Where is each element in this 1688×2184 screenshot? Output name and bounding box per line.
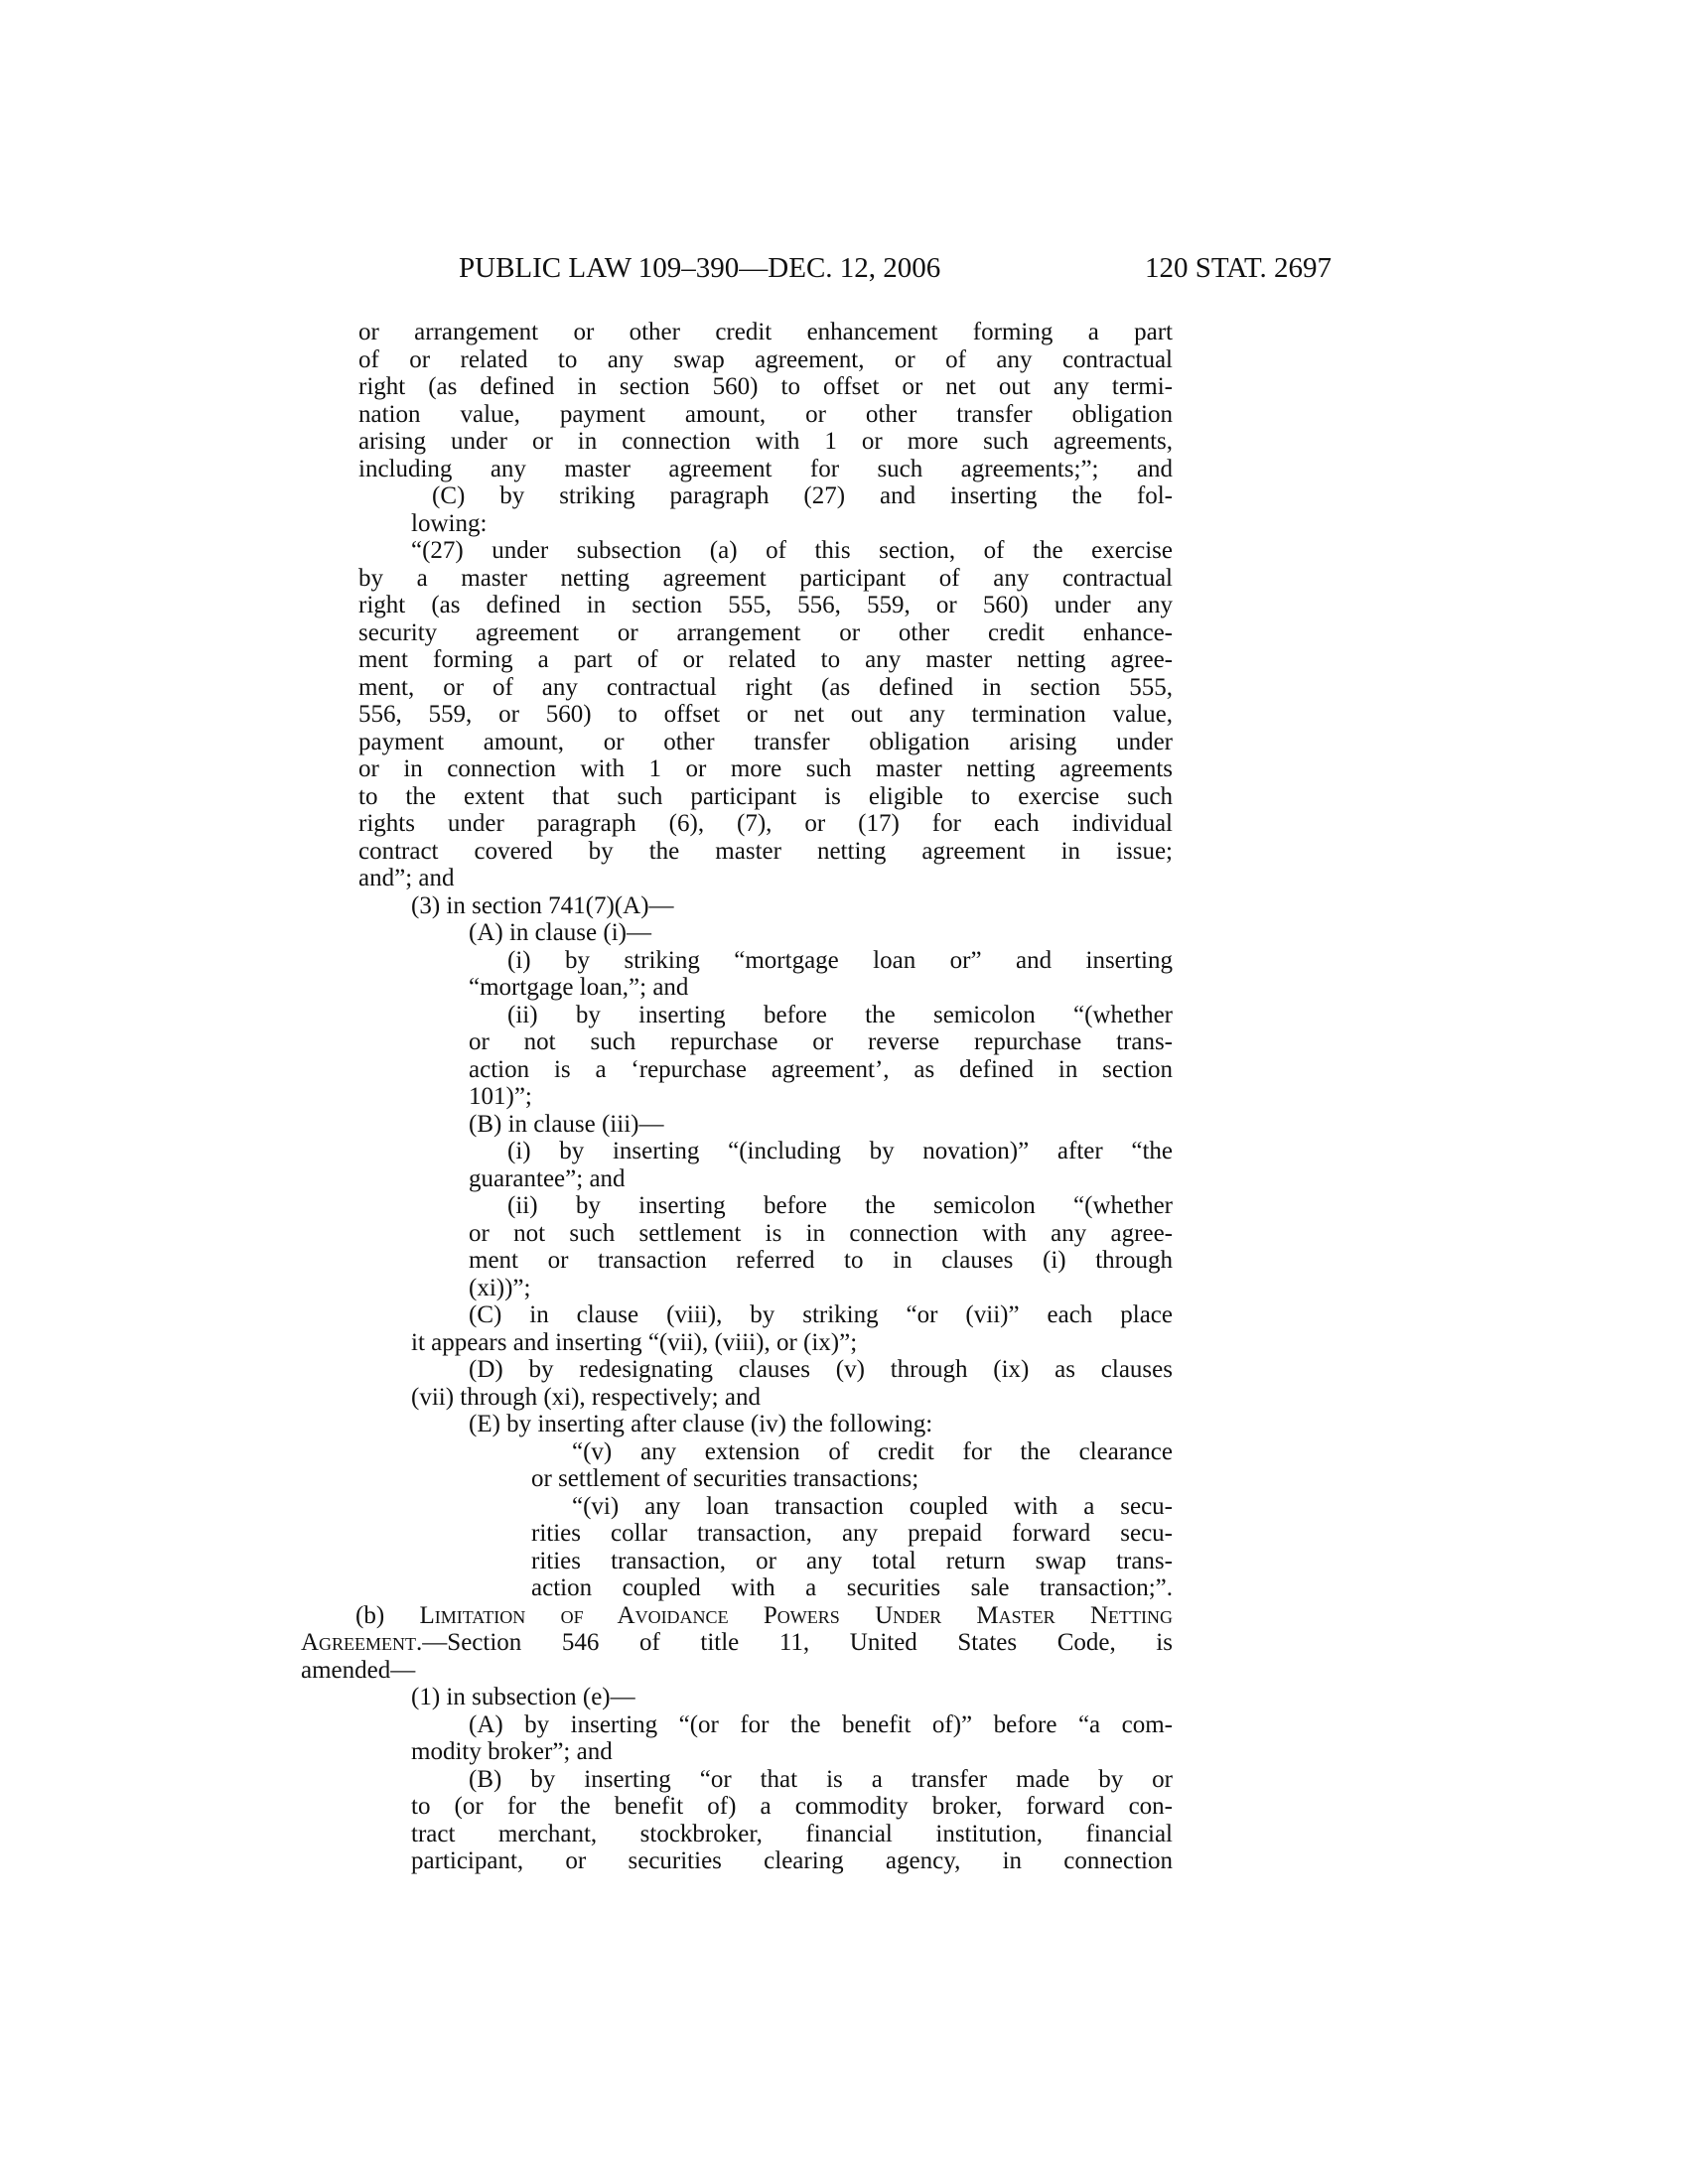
text-line: it appears and inserting “(vii), (viii), or (ix)”; [411,1328,858,1356]
text-line: “mortgage loan,”; and [469,974,689,1001]
text-line: rities transaction, or any total return swap trans- [531,1547,1173,1574]
text-line: (A) by inserting “(or for the benefit of)” before “a com- [469,1710,1173,1738]
text-line: (D) by redesignating clauses (v) through (ix) as clauses [469,1356,1173,1383]
text-line: or in connection with 1 or more such master netting agreements [358,755,1173,782]
text-line: to (or for the benefit of) a commodity broker, forward con- [411,1793,1173,1820]
running-header-title: PUBLIC LAW 109–390—DEC. 12, 2006 [459,252,941,284]
text-line: (A) in clause (i)— [469,919,651,946]
text-line: “(27) under subsection (a) of this section, of the exercise [411,537,1173,564]
text-line: payment amount, or other transfer obligation arising under [358,728,1173,755]
text-line: by a master netting agreement participant of any contractual [358,564,1173,592]
text-line: (C) by striking paragraph (27) and inserting the fol- [432,482,1173,509]
text-span: —Section 546 of title 11, United States Code, is [422,1629,1173,1656]
text-line: “(vi) any loan transaction coupled with a secu- [572,1492,1173,1520]
text-line: (vii) through (xi), respectively; and [411,1383,761,1411]
text-line: rities collar transaction, any prepaid forward secu- [531,1520,1173,1547]
text-line: contract covered by the master netting agreement in issue; [358,837,1173,865]
text-line: amended— [301,1656,416,1684]
text-line: “(v) any extension of credit for the clearance [572,1437,1173,1465]
text-line: (i) by striking “mortgage loan or” and inserting [507,946,1173,974]
text-line: participant, or securities clearing agency, in connection [411,1847,1173,1874]
text-line: action is a ‘repurchase agreement’, as defined in section [469,1055,1173,1083]
page-number: 120 STAT. 2697 [1145,252,1333,284]
subsection-title-end: Agreement. [301,1629,423,1656]
text-line: ment or transaction referred to in clauses (i) through [469,1247,1173,1274]
text-line: (B) by inserting “or that is a transfer made by or [469,1765,1173,1793]
text-line: or settlement of securities transactions; [531,1465,919,1492]
text-line: and”; and [358,865,455,891]
text-line: ment, or of any contractual right (as defined in section 555, [358,673,1173,701]
text-line: (B) in clause (iii)— [469,1110,664,1138]
text-line: of or related to any swap agreement, or of any contractual [358,345,1173,373]
text-line: (C) in clause (viii), by striking “or (vii)” each place [469,1301,1173,1328]
text-line: right (as defined in section 555, 556, 559, or 560) under any [358,592,1173,618]
text-line: tract merchant, stockbroker, financial institution, financial [411,1820,1173,1847]
text-line: (ii) by inserting before the semicolon “(whether [507,1192,1173,1219]
text-line: (xi))”; [469,1274,531,1301]
text-line: nation value, payment amount, or other transfer obligation [358,400,1173,428]
text-line: action coupled with a securities sale transaction;”. [531,1574,1173,1601]
text-line: or not such repurchase or reverse repurchase trans- [469,1028,1173,1055]
text-line: or arrangement or other credit enhancement forming a part [358,319,1173,345]
text-line: to the extent that such participant is eligible to exercise such [358,782,1173,810]
text-line: or not such settlement is in connection with any agree- [469,1219,1173,1247]
text-line: (i) by inserting “(including by novation)” after “the [507,1138,1173,1164]
text-line: lowing: [411,509,488,537]
text-line: (ii) by inserting before the semicolon “(whether [507,1001,1173,1028]
text-line: (3) in section 741(7)(A)— [411,891,674,919]
subsection-label: (b) [355,1601,420,1629]
text-line: rights under paragraph (6), (7), or (17) for each individual [358,810,1173,837]
subsection-title: Limitation of Avoidance Powers Under Master Netting [419,1601,1173,1629]
text-line: modity broker”; and [411,1738,613,1765]
text-line: 101)”; [469,1083,532,1110]
text-line: security agreement or arrangement or other credit enhance- [358,618,1173,646]
text-line: right (as defined in section 560) to offset or net out any termi- [358,373,1173,400]
subsection-heading [0,1602,1688,1630]
text-line: guarantee”; and [469,1164,626,1192]
text-line: (E) by inserting after clause (iv) the following: [469,1411,933,1437]
text-line: (1) in subsection (e)— [411,1684,635,1710]
text-line: ment forming a part of or related to any master netting agree- [358,646,1173,673]
text-line: arising under or in connection with 1 or more such agreements, [358,428,1173,455]
document-body [0,319,1688,1875]
text-line: 556, 559, or 560) to offset or net out any termination value, [358,701,1173,728]
text-line: including any master agreement for such agreements;”; and [358,455,1173,482]
text-line [0,1629,1688,1657]
